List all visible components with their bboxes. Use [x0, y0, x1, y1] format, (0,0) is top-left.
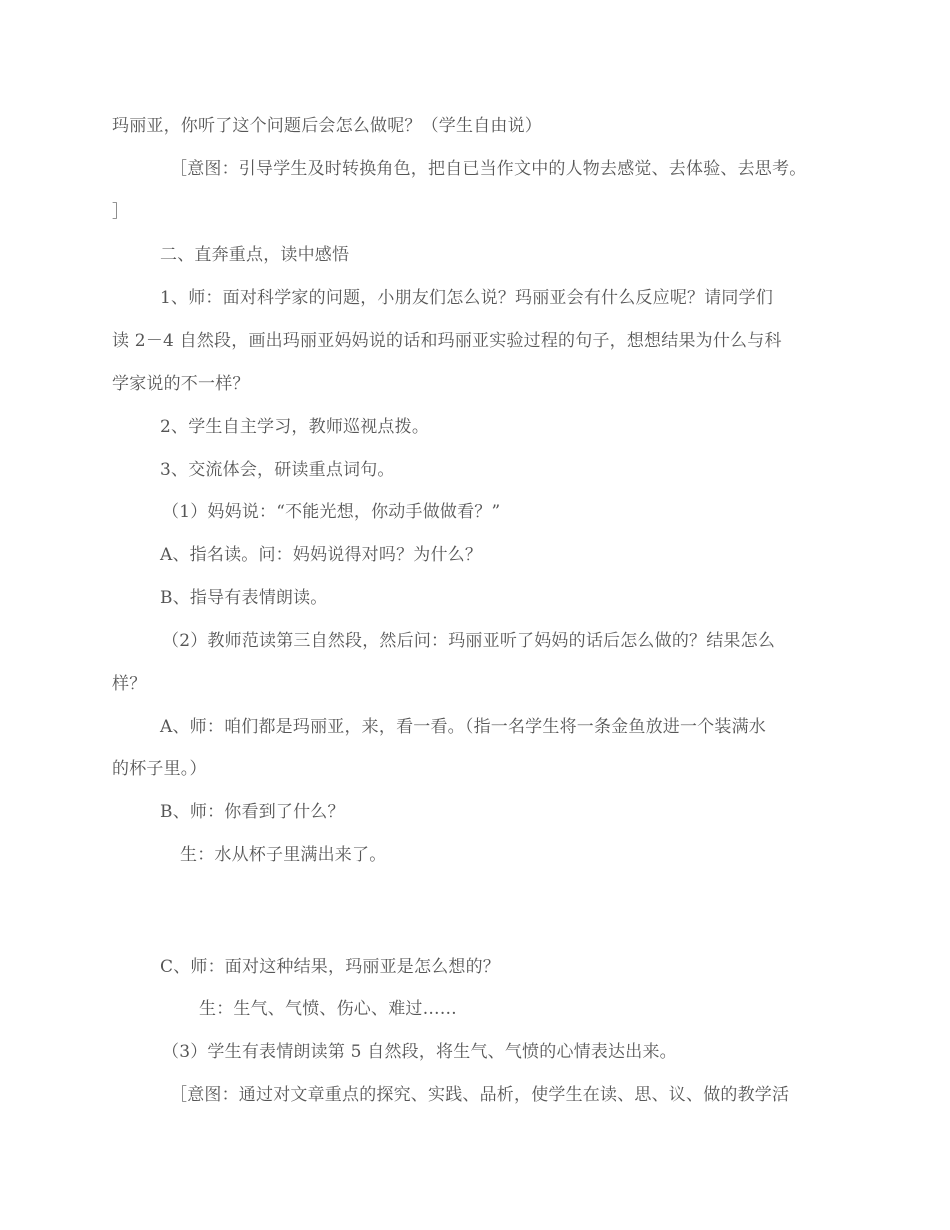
paragraph-line: 2、学生自主学习，教师巡视点拨。 [160, 417, 430, 437]
paragraph-line: 3、交流体会，研读重点词句。 [160, 460, 395, 480]
paragraph-line: 玛丽亚，你听了这个问题后会怎么做呢？（学生自由说） [112, 116, 542, 136]
paragraph-line: 的杯子里。） [112, 759, 207, 779]
paragraph-line: B、师：你看到了什么？ [160, 802, 345, 822]
paragraph-line: （2）教师范读第三自然段，然后问：玛丽亚听了妈妈的话后怎么做的？结果怎么 [162, 631, 776, 651]
paragraph-line: （1）妈妈说：“不能光想，你动手做做看？” [162, 502, 501, 522]
paragraph-line: 生：生气、气愤、伤心、难过…… [199, 999, 457, 1019]
paragraph-line: 样？ [112, 674, 147, 694]
paragraph-line: 1、师：面对科学家的问题，小朋友们怎么说？玛丽亚会有什么反应呢？请同学们 [160, 288, 774, 308]
paragraph-line: ［意图：通过对文章重点的探究、实践、品析，使学生在读、思、议、做的教学活 [170, 1085, 790, 1105]
paragraph-line: 读 2－4 自然段，画出玛丽亚妈妈说的话和玛丽亚实验过程的句子，想想结果为什么与科 [112, 331, 782, 351]
paragraph-line: 学家说的不一样？ [112, 374, 250, 394]
paragraph-line: ［意图：引导学生及时转换角色，把自已当作文中的人物去感觉、去体验、去思考。 [170, 159, 807, 179]
paragraph-line: C、师：面对这种结果，玛丽亚是怎么想的？ [160, 957, 501, 977]
paragraph-line: B、指导有表情朗读。 [160, 588, 328, 608]
paragraph-line: （3）学生有表情朗读第 5 自然段，将生气、气愤的心情表达出来。 [162, 1042, 677, 1062]
section-heading: 二、直奔重点，读中感悟 [160, 245, 350, 265]
paragraph-line: 生：水从杯子里满出来了。 [180, 845, 387, 865]
paragraph-line: ］ [112, 202, 130, 222]
paragraph-line: A、指名读。问：妈妈说得对吗？为什么？ [160, 545, 483, 565]
paragraph-line: A、师：咱们都是玛丽亚，来，看一看。（指一名学生将一条金鱼放进一个装满水 [160, 717, 766, 737]
